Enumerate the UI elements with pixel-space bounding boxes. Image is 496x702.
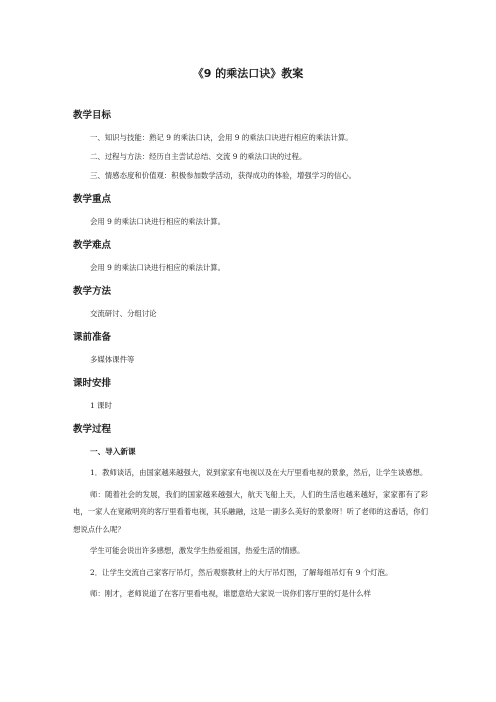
process-paragraph-3: 学生可能会说出许多感想，激发学生热爱祖国，热爱生活的情感。 (90, 546, 305, 555)
goal-item-1: 一、知识与技能：熟记 9 的乘法口诀，会用 9 的乘法口诀进行相应的乘法计算。 (90, 133, 353, 142)
section-heading-goals: 教学目标 (73, 110, 112, 121)
section-heading-key: 教学重点 (73, 194, 112, 205)
subheading-intro: 一、导入新课 (90, 447, 136, 456)
section-heading-difficult: 教学难点 (73, 240, 112, 251)
key-point-text: 会用 9 的乘法口诀进行相应的乘法计算。 (90, 217, 226, 226)
schedule-text: 1 课时 (90, 401, 112, 410)
goal-item-2: 二、过程与方法：经历自主尝试总结、交流 9 的乘法口诀的过程。 (90, 152, 307, 161)
process-paragraph-4: 2．让学生交流自己家客厅吊灯，然后观察教材上的大厅吊灯图，了解每组吊灯有 9 个灯泡。 (90, 567, 393, 577)
goal-item-3: 三、情感态度和价值观：积极参加数学活动，获得成功的体验，增强学习的信心。 (90, 171, 357, 180)
process-paragraph-1: 1．教师谈话，由国家越来越强大，说到家家有电视以及在大厅里看电视的景象，然后，让学生谈感想。 (90, 468, 428, 477)
process-paragraph-2: 师：随着社会的发展，我们的国家越来越强大，航天飞船上天，人们的生活也越来越好，家家都有了彩电，一家人在宽敞明亮的客厅里看着电视，其乐融融，这是一副多么美好的景象呀！听了老师的这番话，你们想说点什么呢？ (73, 489, 428, 534)
section-heading-process: 教学过程 (73, 424, 112, 435)
method-text: 交流研讨、分组讨论 (90, 309, 157, 318)
prep-text: 多媒体课件等 (90, 355, 135, 364)
document-title: 《9 的乘法口诀》教案 (192, 67, 304, 80)
difficult-point-text: 会用 9 的乘法口诀进行相应的乘法计算。 (90, 263, 226, 272)
section-heading-method: 教学方法 (73, 286, 112, 297)
section-heading-prep: 课前准备 (73, 332, 112, 343)
section-heading-schedule: 课时安排 (73, 378, 112, 389)
process-paragraph-5: 师：刚才，老师说道了在客厅里看电视，谁愿意给大家说一说你们客厅里的灯是什么样 (90, 589, 371, 598)
document-body (73, 110, 428, 607)
